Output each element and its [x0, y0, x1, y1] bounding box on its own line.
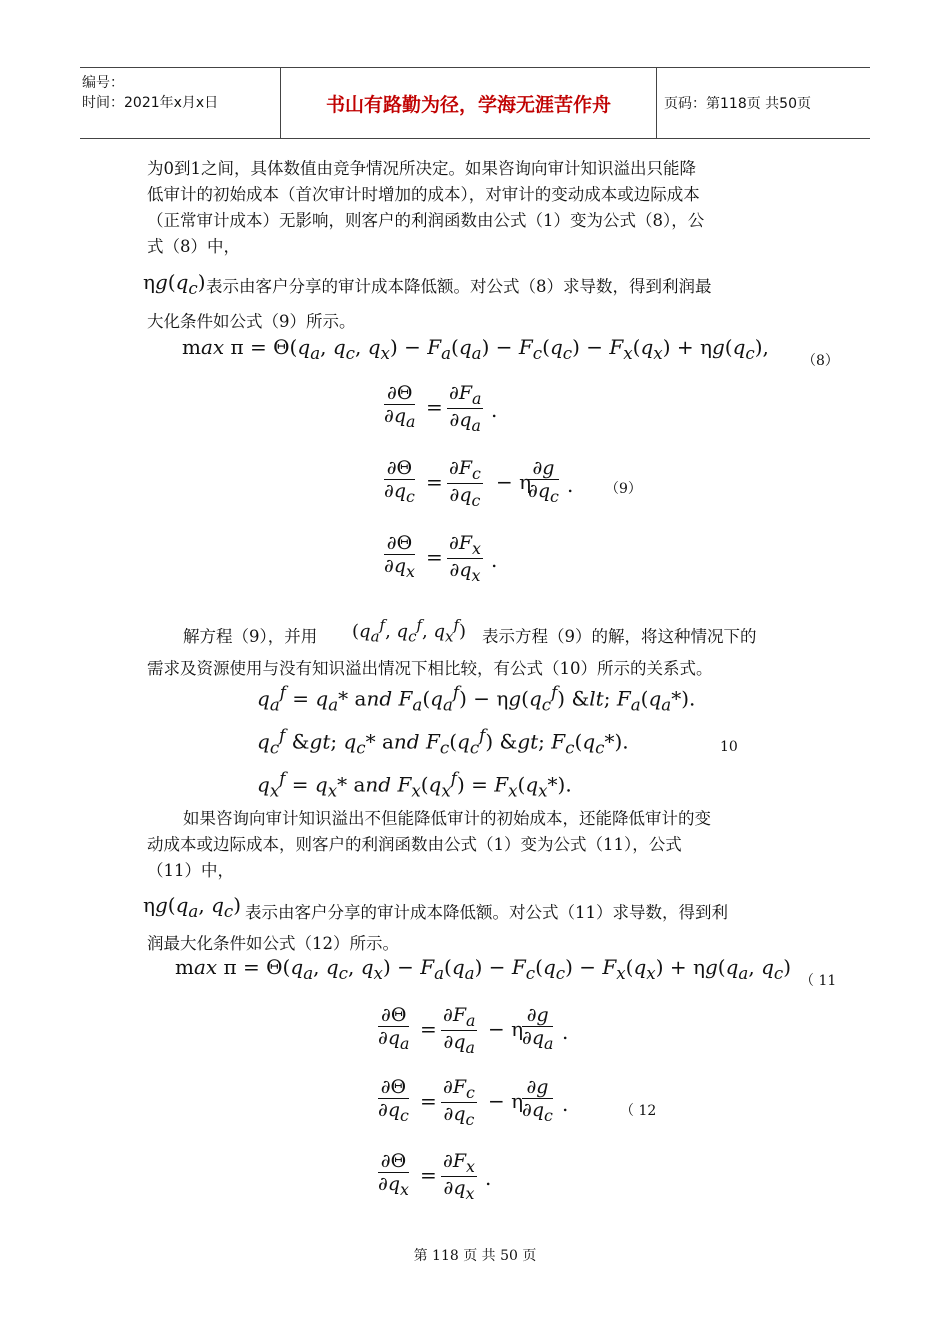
fraction: $\frac{\partial F_a}{\partial q_a}$ [449, 382, 482, 435]
equation-11: $\max \pi = \Theta(q_a$, $q_c$, $q_x) - F_a(q_a) - F_c(q_c) - F_x(q_x) + \eta g(q_a$, $q_c$) [175, 955, 792, 983]
header-meta [80, 68, 282, 143]
header-motto: 书山有路勤为径，学海无涯苦作舟 [280, 68, 657, 138]
text-line: 如果咨询向审计知识溢出不但能降低审计的初始成本，还能降低审计的变 [183, 809, 711, 828]
text-line: 式（8）中， [147, 237, 240, 256]
text-line: 表示方程（9）的解，将这种情况下的 [482, 627, 757, 646]
text-line: 解方程（9），并用 [183, 627, 318, 646]
fraction: $\frac{\partial\Theta}{\partial q_c}$ [378, 1076, 409, 1125]
equation-label-10: 10 [720, 739, 738, 755]
text-line: 表示由客户分享的审计成本降低额。对公式（8）求导数，得到利润最 [206, 277, 712, 296]
equation-10-row-3: $q_x^f = q_x*$ and $F_x(q_x^f) = F_x(q_x*)$. [257, 769, 572, 801]
fraction: $\frac{\partial\Theta}{\partial q_a}$ [384, 382, 416, 431]
fraction: $\frac{\partial g}{\partial q_c}$ [522, 1076, 553, 1125]
text-line: 为0到1之间，具体数值由竞争情况所决定。如果咨询向审计知识溢出只能降 [147, 159, 696, 178]
fraction: $\frac{\partial F_x}{\partial q_x}$ [443, 1150, 475, 1203]
text-line: 润最大化条件如公式（12）所示。 [147, 934, 399, 953]
equation-label-12: （ 12 [620, 1103, 657, 1119]
page-header [80, 67, 870, 139]
header-page-info: 页码：第118页 共50页 [664, 96, 811, 112]
text-line: （11）中， [147, 861, 234, 880]
text-line: 大化条件如公式（9）所示。 [147, 312, 356, 331]
header-number: 编号： [82, 75, 124, 91]
header-time: 时间：2021年x月x日 [82, 95, 219, 111]
fraction: $\frac{\partial g}{\partial q_c}$ [528, 457, 559, 506]
text-line: 低审计的初始成本（首次审计时增加的成本），对审计的变动成本或边际成本 [147, 185, 700, 204]
equation-10-row-1: $q_a^f = q_a*$ and $F_a(q_a^f) - \eta g(q_c^f)$ &lt; $F_a(q_a*)$. [257, 683, 696, 715]
fraction: $\frac{\partial g}{\partial q_a}$ [522, 1004, 554, 1053]
fraction: $\frac{\partial\Theta}{\partial q_x}$ [384, 532, 415, 581]
equation-label-11: （ 11 [800, 973, 837, 989]
text-line: （正常审计成本）无影响，则客户的利润函数由公式（1）变为公式（8），公 [147, 211, 705, 230]
fraction: $\frac{\partial\Theta}{\partial q_c}$ [384, 457, 415, 506]
fraction: $\frac{\partial\Theta}{\partial q_a}$ [378, 1004, 410, 1053]
fraction: $\frac{\partial F_c}{\partial q_c}$ [449, 457, 481, 510]
formula-inline: $\eta g(q_c)$ [143, 270, 206, 298]
equation-10-row-2: $q_c^f$ &gt; $q_c*$ and $F_c(q_c^f)$ &gt; $F_c(q_c*)$. [257, 726, 629, 758]
text-line: 表示由客户分享的审计成本降低额。对公式（11）求导数，得到利 [245, 903, 728, 922]
fraction: $\frac{\partial F_a}{\partial q_a}$ [443, 1004, 476, 1057]
fraction: $\frac{\partial\Theta}{\partial q_x}$ [378, 1150, 409, 1199]
fraction: $\frac{\partial F_x}{\partial q_x}$ [449, 532, 481, 585]
formula-inline: ($q_a^f$, $q_c^f$, $q_x^f$) [352, 616, 467, 646]
page-footer: 第 118 页 共 50 页 [413, 1248, 537, 1264]
formula-inline: $\eta g(q_a$, $q_c$) [143, 893, 242, 921]
equation-label-9: （9） [605, 481, 642, 497]
equation-label-8: （8） [802, 353, 839, 369]
fraction: $\frac{\partial F_c}{\partial q_c}$ [443, 1076, 475, 1129]
equation-8: $\max \pi = \Theta(q_a$, $q_c$, $q_x) - F_a(q_a) - F_c(q_c) - F_x(q_x) + \eta g(q_c)$, [182, 335, 769, 363]
text-line: 动成本或边际成本，则客户的利润函数由公式（1）变为公式（11），公式 [147, 835, 682, 854]
text-line: 需求及资源使用与没有知识溢出情况下相比较，有公式（10）所示的关系式。 [147, 659, 713, 678]
